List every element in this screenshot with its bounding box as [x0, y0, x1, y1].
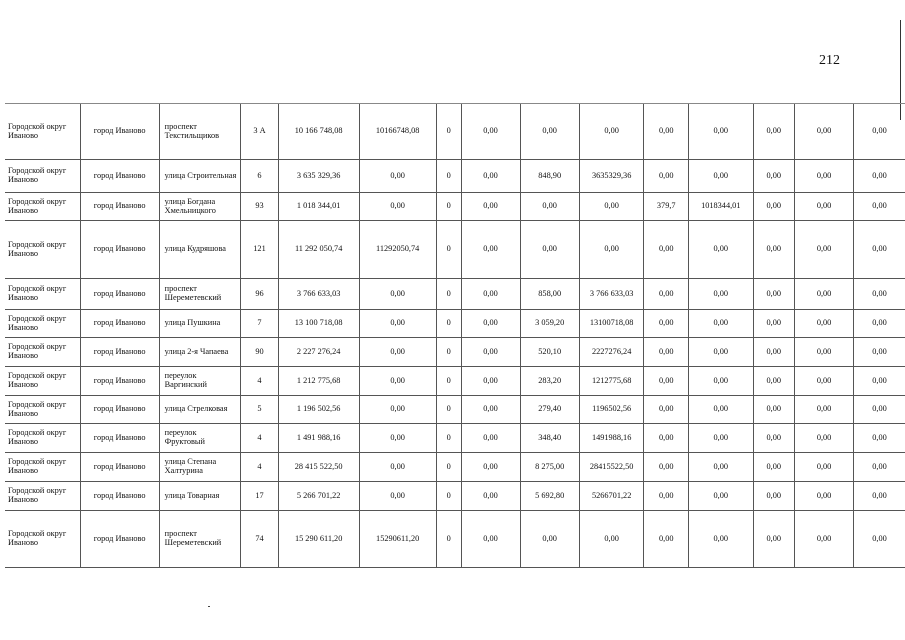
cell-cost-col-3: 13100718,08 [579, 310, 644, 338]
table-row [5, 367, 905, 396]
cell-amount-col-5: 0,00 [753, 221, 795, 279]
cell-amount-col-6: 0,00 [795, 193, 854, 221]
cell-amount-col-1: 0,00 [461, 396, 520, 424]
cell-amount-col-6: 0,00 [795, 482, 854, 511]
cell-amount-col-1: 0,00 [461, 338, 520, 367]
cell-area-col-2: 0,00 [644, 396, 689, 424]
cell-cost-col-2: 0,00 [359, 338, 436, 367]
cell-amount-col-6: 0,00 [795, 424, 854, 453]
cell-settlement: город Иваново [80, 453, 159, 482]
cell-amount-col-6: 0,00 [795, 396, 854, 424]
table-row [5, 396, 905, 424]
cell-area-col-2: 379,7 [644, 193, 689, 221]
cell-count-col: 0 [436, 160, 461, 193]
cell-cost-col-4: 0,00 [689, 396, 754, 424]
cell-cost-col-2: 0,00 [359, 396, 436, 424]
cell-amount-col-7: 0,00 [854, 104, 905, 160]
cell-amount-col-5: 0,00 [753, 279, 795, 310]
cell-total-cost: 3 635 329,36 [278, 160, 359, 193]
cell-amount-col-5: 0,00 [753, 310, 795, 338]
cell-house-number: 121 [241, 221, 279, 279]
cell-cost-col-3: 0,00 [579, 511, 644, 568]
table-row [5, 104, 905, 160]
cell-cost-col-2: 0,00 [359, 367, 436, 396]
cell-count-col: 0 [436, 279, 461, 310]
cell-cost-col-2: 0,00 [359, 279, 436, 310]
table-row [5, 193, 905, 221]
cell-settlement: город Иваново [80, 511, 159, 568]
cell-count-col: 0 [436, 193, 461, 221]
cell-settlement: город Иваново [80, 279, 159, 310]
cell-area-col-2: 0,00 [644, 367, 689, 396]
cell-total-cost: 10 166 748,08 [278, 104, 359, 160]
cell-amount-col-7: 0,00 [854, 193, 905, 221]
cell-total-cost: 2 227 276,24 [278, 338, 359, 367]
cell-street: улица 2-я Чапаева [159, 338, 241, 367]
cell-total-cost: 28 415 522,50 [278, 453, 359, 482]
cell-total-cost: 1 491 988,16 [278, 424, 359, 453]
cell-settlement: город Иваново [80, 104, 159, 160]
cell-cost-col-3: 1212775,68 [579, 367, 644, 396]
cell-count-col: 0 [436, 453, 461, 482]
cell-amount-col-1: 0,00 [461, 424, 520, 453]
cell-cost-col-4: 0,00 [689, 160, 754, 193]
cell-amount-col-5: 0,00 [753, 511, 795, 568]
cell-municipality: Городской округ Иваново [5, 279, 80, 310]
cell-street: проспект Шереметевский [159, 279, 241, 310]
cell-amount-col-6: 0,00 [795, 221, 854, 279]
cell-settlement: город Иваново [80, 193, 159, 221]
cell-amount-col-7: 0,00 [854, 424, 905, 453]
cell-municipality: Городской округ Иваново [5, 193, 80, 221]
cell-amount-col-7: 0,00 [854, 310, 905, 338]
cell-amount-col-1: 0,00 [461, 310, 520, 338]
cell-cost-col-2: 0,00 [359, 453, 436, 482]
cell-street: улица Богдана Хмельницкого [159, 193, 241, 221]
table-row [5, 511, 905, 568]
cell-amount-col-1: 0,00 [461, 221, 520, 279]
cell-cost-col-2: 11292050,74 [359, 221, 436, 279]
cell-total-cost: 1 018 344,01 [278, 193, 359, 221]
housing-repair-table [5, 103, 905, 568]
cell-area-col: 0,00 [520, 193, 579, 221]
cell-area-col-2: 0,00 [644, 160, 689, 193]
cell-amount-col-1: 0,00 [461, 279, 520, 310]
cell-total-cost: 13 100 718,08 [278, 310, 359, 338]
cell-cost-col-3: 2227276,24 [579, 338, 644, 367]
cell-settlement: город Иваново [80, 482, 159, 511]
cell-amount-col-1: 0,00 [461, 367, 520, 396]
cell-municipality: Городской округ Иваново [5, 511, 80, 568]
cell-cost-col-3: 28415522,50 [579, 453, 644, 482]
cell-amount-col-6: 0,00 [795, 160, 854, 193]
cell-cost-col-2: 10166748,08 [359, 104, 436, 160]
cell-street: улица Пушкина [159, 310, 241, 338]
cell-area-col: 283,20 [520, 367, 579, 396]
cell-amount-col-7: 0,00 [854, 367, 905, 396]
cell-cost-col-3: 0,00 [579, 193, 644, 221]
cell-amount-col-6: 0,00 [795, 104, 854, 160]
cell-count-col: 0 [436, 511, 461, 568]
cell-area-col-2: 0,00 [644, 310, 689, 338]
cell-area-col-2: 0,00 [644, 221, 689, 279]
cell-cost-col-4: 0,00 [689, 367, 754, 396]
cell-area-col-2: 0,00 [644, 279, 689, 310]
cell-street: переулок Варгинский [159, 367, 241, 396]
table-row [5, 424, 905, 453]
table-row [5, 338, 905, 367]
cell-street: улица Кудряшова [159, 221, 241, 279]
cell-cost-col-3: 1491988,16 [579, 424, 644, 453]
cell-cost-col-4: 0,00 [689, 511, 754, 568]
cell-amount-col-5: 0,00 [753, 104, 795, 160]
cell-area-col: 279,40 [520, 396, 579, 424]
cell-cost-col-4: 0,00 [689, 310, 754, 338]
cell-amount-col-7: 0,00 [854, 221, 905, 279]
cell-cost-col-4: 0,00 [689, 104, 754, 160]
cell-cost-col-3: 1196502,56 [579, 396, 644, 424]
cell-amount-col-6: 0,00 [795, 279, 854, 310]
cell-amount-col-5: 0,00 [753, 367, 795, 396]
cell-count-col: 0 [436, 338, 461, 367]
table-row [5, 310, 905, 338]
cell-cost-col-3: 0,00 [579, 104, 644, 160]
cell-street: проспект Текстильщиков [159, 104, 241, 160]
cell-cost-col-4: 1018344,01 [689, 193, 754, 221]
cell-amount-col-5: 0,00 [753, 482, 795, 511]
cell-house-number: 4 [241, 367, 279, 396]
cell-street: улица Стрелковая [159, 396, 241, 424]
cell-amount-col-7: 0,00 [854, 396, 905, 424]
cell-amount-col-1: 0,00 [461, 482, 520, 511]
cell-area-col-2: 0,00 [644, 104, 689, 160]
cell-count-col: 0 [436, 482, 461, 511]
cell-cost-col-2: 0,00 [359, 482, 436, 511]
cell-amount-col-1: 0,00 [461, 160, 520, 193]
cell-house-number: 4 [241, 453, 279, 482]
scan-speck [208, 606, 210, 607]
page-number: 212 [819, 53, 840, 68]
cell-municipality: Городской округ Иваново [5, 453, 80, 482]
cell-settlement: город Иваново [80, 367, 159, 396]
cell-total-cost: 5 266 701,22 [278, 482, 359, 511]
cell-area-col-2: 0,00 [644, 482, 689, 511]
table-row [5, 279, 905, 310]
cell-amount-col-1: 0,00 [461, 453, 520, 482]
cell-house-number: 5 [241, 396, 279, 424]
cell-municipality: Городской округ Иваново [5, 424, 80, 453]
cell-area-col: 848,90 [520, 160, 579, 193]
cell-amount-col-6: 0,00 [795, 453, 854, 482]
cell-count-col: 0 [436, 424, 461, 453]
cell-house-number: 7 [241, 310, 279, 338]
cell-count-col: 0 [436, 310, 461, 338]
cell-settlement: город Иваново [80, 338, 159, 367]
cell-municipality: Городской округ Иваново [5, 482, 80, 511]
cell-cost-col-4: 0,00 [689, 279, 754, 310]
cell-cost-col-3: 0,00 [579, 221, 644, 279]
cell-cost-col-2: 15290611,20 [359, 511, 436, 568]
table-row [5, 160, 905, 193]
cell-cost-col-3: 3635329,36 [579, 160, 644, 193]
cell-cost-col-4: 0,00 [689, 338, 754, 367]
cell-cost-col-3: 3 766 633,03 [579, 279, 644, 310]
cell-house-number: 4 [241, 424, 279, 453]
cell-amount-col-7: 0,00 [854, 160, 905, 193]
cell-street: улица Степана Халтурина [159, 453, 241, 482]
cell-amount-col-1: 0,00 [461, 193, 520, 221]
cell-cost-col-4: 0,00 [689, 482, 754, 511]
table-row [5, 453, 905, 482]
cell-area-col: 520,10 [520, 338, 579, 367]
cell-amount-col-6: 0,00 [795, 367, 854, 396]
cell-total-cost: 3 766 633,03 [278, 279, 359, 310]
cell-house-number: 74 [241, 511, 279, 568]
table-row [5, 482, 905, 511]
cell-cost-col-2: 0,00 [359, 310, 436, 338]
cell-municipality: Городской округ Иваново [5, 338, 80, 367]
cell-area-col: 5 692,80 [520, 482, 579, 511]
cell-total-cost: 1 212 775,68 [278, 367, 359, 396]
cell-total-cost: 1 196 502,56 [278, 396, 359, 424]
cell-amount-col-1: 0,00 [461, 104, 520, 160]
cell-area-col: 3 059,20 [520, 310, 579, 338]
cell-area-col: 0,00 [520, 511, 579, 568]
cell-count-col: 0 [436, 396, 461, 424]
cell-settlement: город Иваново [80, 221, 159, 279]
cell-amount-col-6: 0,00 [795, 511, 854, 568]
cell-amount-col-7: 0,00 [854, 511, 905, 568]
cell-municipality: Городской округ Иваново [5, 367, 80, 396]
cell-total-cost: 15 290 611,20 [278, 511, 359, 568]
cell-street: улица Товарная [159, 482, 241, 511]
cell-house-number: 93 [241, 193, 279, 221]
cell-street: переулок Фруктовый [159, 424, 241, 453]
cell-cost-col-2: 0,00 [359, 193, 436, 221]
cell-municipality: Городской округ Иваново [5, 396, 80, 424]
cell-settlement: город Иваново [80, 396, 159, 424]
cell-street: проспект Шереметевский [159, 511, 241, 568]
cell-street: улица Строительная [159, 160, 241, 193]
cell-area-col: 348,40 [520, 424, 579, 453]
cell-amount-col-6: 0,00 [795, 338, 854, 367]
cell-settlement: город Иваново [80, 160, 159, 193]
cell-settlement: город Иваново [80, 310, 159, 338]
cell-house-number: 90 [241, 338, 279, 367]
cell-municipality: Городской округ Иваново [5, 160, 80, 193]
cell-settlement: город Иваново [80, 424, 159, 453]
cell-cost-col-3: 5266701,22 [579, 482, 644, 511]
cell-amount-col-5: 0,00 [753, 453, 795, 482]
cell-house-number: 17 [241, 482, 279, 511]
cell-count-col: 0 [436, 221, 461, 279]
cell-area-col: 858,00 [520, 279, 579, 310]
cell-amount-col-5: 0,00 [753, 396, 795, 424]
cell-house-number: 3 А [241, 104, 279, 160]
cell-amount-col-7: 0,00 [854, 482, 905, 511]
cell-area-col-2: 0,00 [644, 453, 689, 482]
cell-total-cost: 11 292 050,74 [278, 221, 359, 279]
cell-amount-col-1: 0,00 [461, 511, 520, 568]
cell-cost-col-2: 0,00 [359, 424, 436, 453]
cell-area-col: 8 275,00 [520, 453, 579, 482]
cell-amount-col-7: 0,00 [854, 338, 905, 367]
cell-count-col: 0 [436, 104, 461, 160]
cell-cost-col-2: 0,00 [359, 160, 436, 193]
cell-area-col-2: 0,00 [644, 424, 689, 453]
cell-cost-col-4: 0,00 [689, 424, 754, 453]
cell-area-col: 0,00 [520, 221, 579, 279]
cell-house-number: 6 [241, 160, 279, 193]
cell-amount-col-6: 0,00 [795, 310, 854, 338]
cell-house-number: 96 [241, 279, 279, 310]
cell-amount-col-5: 0,00 [753, 424, 795, 453]
cell-municipality: Городской округ Иваново [5, 221, 80, 279]
cell-amount-col-5: 0,00 [753, 160, 795, 193]
cell-area-col-2: 0,00 [644, 338, 689, 367]
cell-amount-col-5: 0,00 [753, 338, 795, 367]
cell-area-col: 0,00 [520, 104, 579, 160]
table-row [5, 221, 905, 279]
cell-cost-col-4: 0,00 [689, 453, 754, 482]
cell-area-col-2: 0,00 [644, 511, 689, 568]
cell-count-col: 0 [436, 367, 461, 396]
cell-cost-col-4: 0,00 [689, 221, 754, 279]
cell-amount-col-7: 0,00 [854, 279, 905, 310]
cell-amount-col-5: 0,00 [753, 193, 795, 221]
cell-amount-col-7: 0,00 [854, 453, 905, 482]
cell-municipality: Городской округ Иваново [5, 310, 80, 338]
cell-municipality: Городской округ Иваново [5, 104, 80, 160]
